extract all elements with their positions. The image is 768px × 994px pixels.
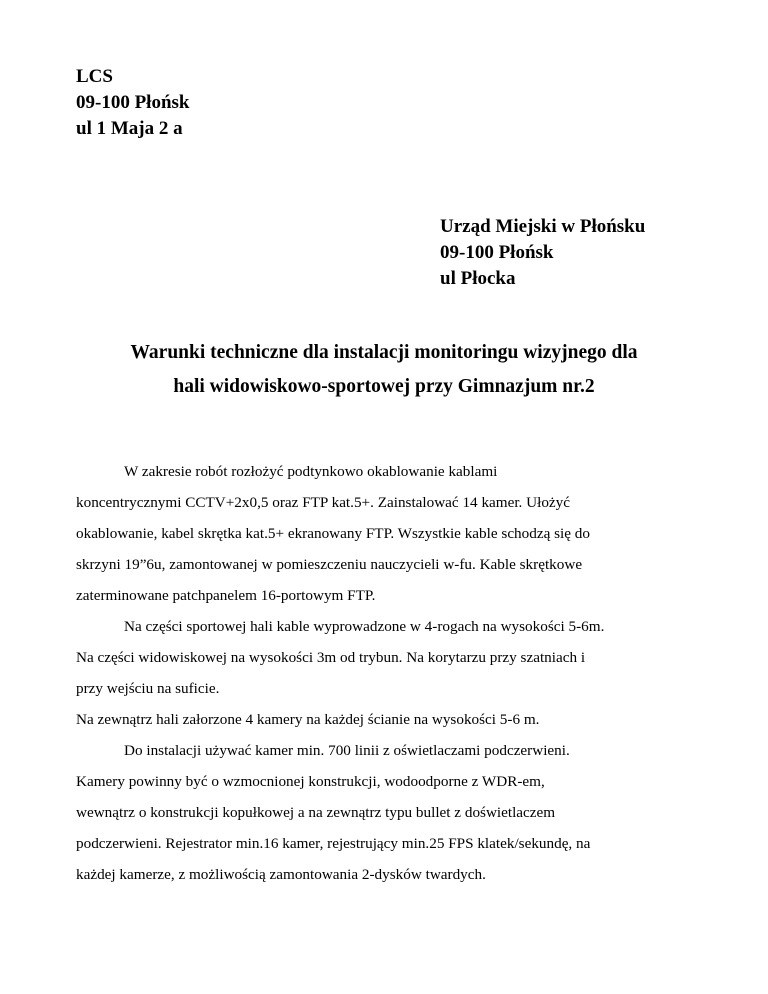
body-line-9: Na zewnątrz hali załorzone 4 kamery na każdej ścianie na wysokości 5-6 m. [76,711,540,728]
document-title [0,336,768,404]
sender-name: LCS [76,66,113,87]
body-line-12: wewnątrz o konstrukcji kopułkowej a na zewnątrz typu bullet z doświetlaczem [76,804,556,821]
body-line-1: W zakresie robót rozłożyć podtynkowo okablowanie kablami [124,463,498,480]
body-line-2: koncentrycznymi CCTV+2x0,5 oraz FTP kat.5+. Zainstalować 14 kamer. Ułożyć [76,494,571,511]
sender-postal-city: 09-100 Płońsk [76,92,190,113]
recipient-name: Urząd Miejski w Płońsku [440,216,646,237]
document-body [76,456,716,890]
body-line-13: podczerwieni. Rejestrator min.16 kamer, rejestrujący min.25 FPS klatek/sekundę, na [76,835,591,852]
body-line-10: Do instalacji używać kamer min. 700 linii z oświetlaczami podczerwieni. [124,742,570,759]
recipient-address [440,214,645,292]
body-line-4: skrzyni 19”6u, zamontowanej w pomieszczeniu nauczycieli w-fu. Kable skrętkowe [76,556,583,573]
body-line-8: przy wejściu na suficie. [76,680,220,697]
body-line-3: okablowanie, kabel skrętka kat.5+ ekranowany FTP. Wszystkie kable schodzą się do [76,525,590,542]
body-line-7: Na części widowiskowej na wysokości 3m od trybun. Na korytarzu przy szatniach i [76,649,586,666]
sender-address [76,64,190,142]
body-line-5: zaterminowane patchpanelem 16-portowym FTP. [76,587,376,604]
title-line-1: Warunki techniczne dla instalacji monitoringu wizyjnego dla [130,342,638,363]
body-line-11: Kamery powinny być o wzmocnionej konstrukcji, wodoodporne z WDR-em, [76,773,545,790]
body-line-14: każdej kamerze, z możliwością zamontowania 2-dysków twardych. [76,866,486,883]
sender-street: ul 1 Maja 2 a [76,118,183,139]
title-line-2: hali widowiskowo-sportowej przy Gimnazjum nr.2 [173,376,595,397]
body-line-6: Na części sportowej hali kable wyprowadzone w 4-rogach na wysokości 5-6m. [124,618,605,635]
recipient-street: ul Płocka [440,268,516,289]
recipient-postal-city: 09-100 Płońsk [440,242,554,263]
